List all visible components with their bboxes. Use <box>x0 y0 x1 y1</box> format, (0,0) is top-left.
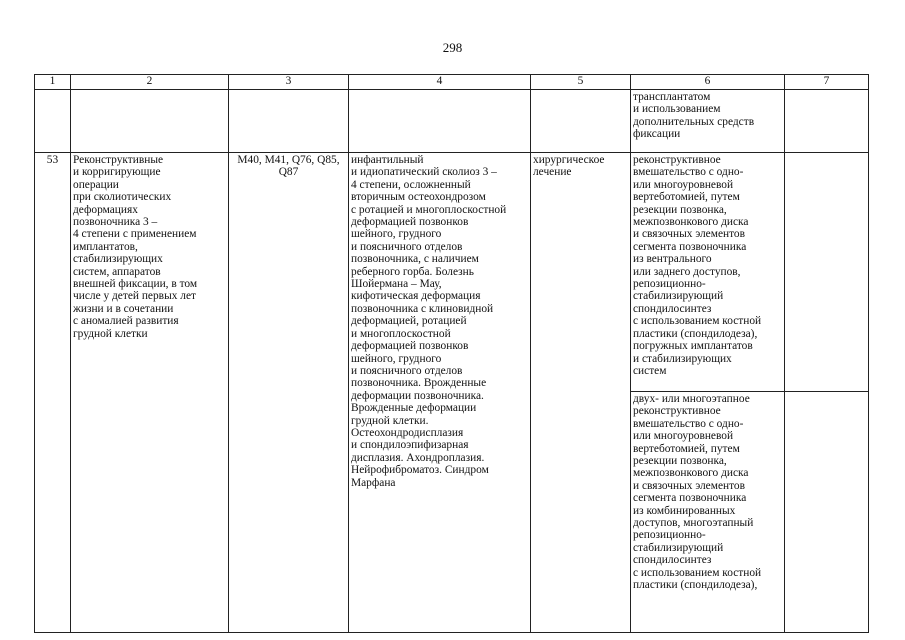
column-header: 3 <box>229 75 349 90</box>
column-header: 7 <box>785 75 869 90</box>
table-cell <box>229 90 349 153</box>
table-cell <box>785 153 869 392</box>
table-cell <box>531 90 631 153</box>
table-header-row <box>35 75 869 90</box>
table-cell <box>349 90 531 153</box>
treatment-type-cell: хирургическое лечение <box>531 153 631 633</box>
page-number: 298 <box>442 40 463 55</box>
icd-codes-cell: M40, M41, Q76, Q85, Q87 <box>229 153 349 633</box>
method-cell: трансплантатом и использованием дополнительных средств фиксации <box>631 90 785 153</box>
care-name-cell: Реконструктивные и корригирующие операции при сколиотических деформациях позвоночника 3 – 4 степени с применением имплантатов, стабилизирующих систем, аппаратов внешней фиксации, в том числе у детей первых лет жизни и в сочетании с аномалией развития грудной клетки <box>71 153 229 633</box>
column-header: 1 <box>35 75 71 90</box>
table-cell <box>35 90 71 153</box>
column-header: 2 <box>71 75 229 90</box>
column-header: 5 <box>531 75 631 90</box>
row-number-cell: 53 <box>35 153 71 633</box>
table-cell <box>785 90 869 153</box>
method-cell: реконструктивное вмешательство с одно- или многоуровневой вертеботомией, путем резекции позвонка, межпозвонкового диска и связочных элементов сегмента позвоночника из вентрального или заднего доступов, репозиционно- стабилизирующий спондилосинтез с использованием костной пластики (спондилодеза), погружных имплантатов и стабилизирующих систем <box>631 153 785 392</box>
medical-care-table <box>34 74 869 633</box>
method-cell: двух- или многоэтапное реконструктивное вмешательство с одно- или многоуровневой вертеботомией, путем резекции позвонка, межпозвонкового диска и связочных элементов сегмента позвоночника из комбинированных доступов, многоэтапный репозиционно- стабилизирующий спондилосинтез с использованием костной пластики (спондилодеза), <box>631 392 785 633</box>
table-cell <box>785 392 869 633</box>
table-row-53 <box>35 153 869 392</box>
column-header: 4 <box>349 75 531 90</box>
column-header: 6 <box>631 75 785 90</box>
table-cell <box>71 90 229 153</box>
continuation-row <box>35 90 869 153</box>
diagnosis-cell: инфантильный и идиопатический сколиоз 3 – 4 степени, осложненный вторичным остеохондрозом с ротацией и многоплоскостной деформацией позвонков шейного, грудного и поясничного отделов позвоночника, с наличием реберного горба. Болезнь Шойермана – Мау, кифотическая деформация позвоночника с клиновидной деформацией, ротацией и многоплоскостной деформацией позвонков шейного, грудного и поясничного отделов позвоночника. Врожденные деформации позвоночника. Врожденные деформации грудной клетки. Остеохондродисплазия и спондилоэпифизарная дисплазия. Ахондроплазия. Нейрофиброматоз. Синдром Марфана <box>349 153 531 633</box>
